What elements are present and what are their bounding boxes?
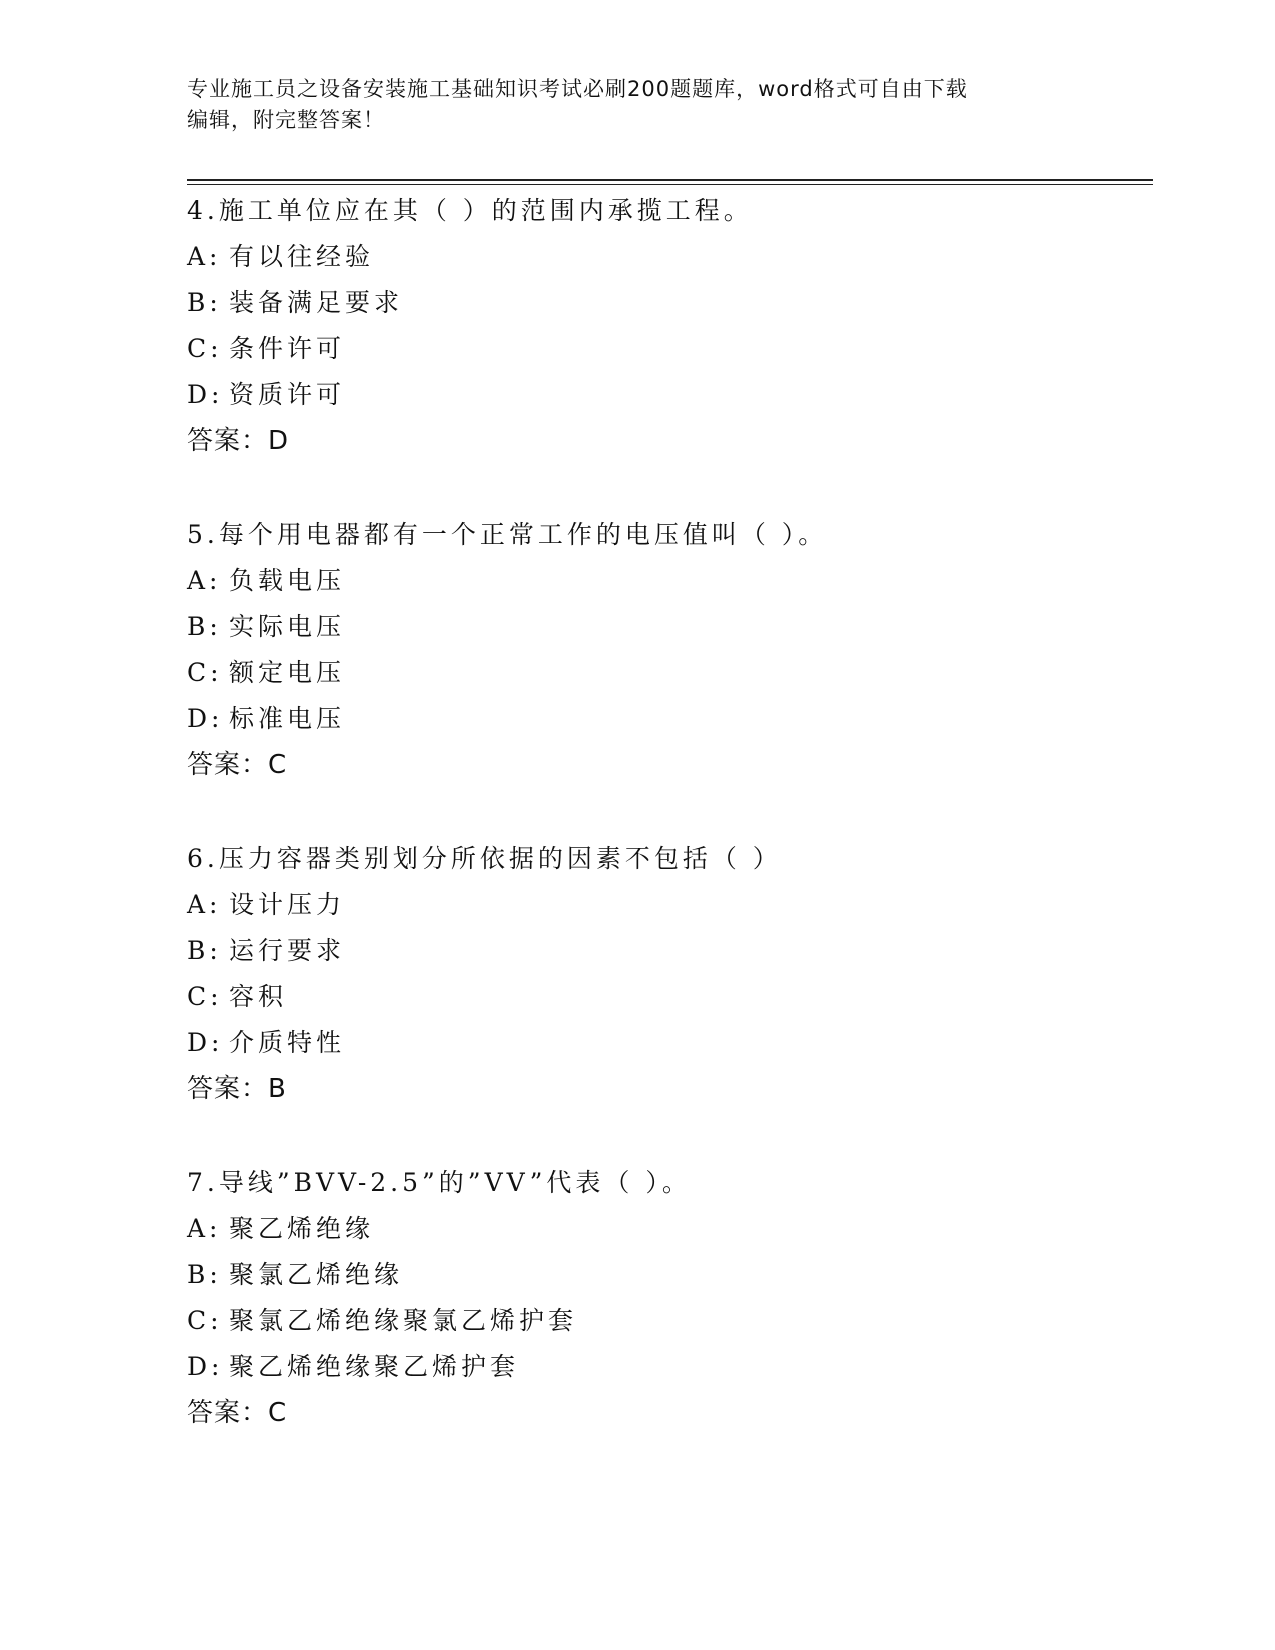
answer-line: 答案：B: [187, 1074, 287, 1104]
option-key: A:: [187, 890, 222, 919]
option-key: B:: [187, 1260, 222, 1289]
answer-line: 答案：C: [187, 750, 288, 780]
option-key: C:: [187, 982, 223, 1011]
option-key: C:: [187, 658, 223, 687]
header-divider-thick: [187, 179, 1153, 181]
option-d: [187, 1020, 1153, 1066]
header-divider-thin: [187, 184, 1153, 185]
option-b: [187, 928, 1153, 974]
option-key: B:: [187, 612, 222, 641]
question-block: [187, 512, 1153, 788]
option-text: 负载电压: [229, 566, 346, 595]
option-text: 运行要求: [229, 936, 346, 965]
answer-line: 答案：D: [187, 426, 290, 456]
option-key: A:: [187, 242, 222, 271]
option-key: B:: [187, 288, 222, 317]
option-key: B:: [187, 936, 222, 965]
option-c: [187, 650, 1153, 696]
document-header: [187, 74, 1077, 136]
question-stem: 6.压力容器类别划分所依据的因素不包括（ ）: [187, 844, 782, 873]
option-text: 装备满足要求: [229, 288, 404, 317]
option-text: 设计压力: [229, 890, 346, 919]
answer-line: 答案：C: [187, 1398, 288, 1428]
option-text: 标准电压: [229, 704, 346, 733]
question-block: [187, 188, 1153, 464]
option-c: [187, 326, 1153, 372]
option-c: [187, 974, 1153, 1020]
option-text: 聚乙烯绝缘: [229, 1214, 375, 1243]
option-text: 资质许可: [229, 380, 346, 409]
header-title-line-1: 专业施工员之设备安装施工基础知识考试必刷200题题库，word格式可自由下载: [187, 77, 968, 101]
option-b: [187, 1252, 1153, 1298]
option-key: D:: [187, 380, 224, 409]
option-a: [187, 1206, 1153, 1252]
option-key: C:: [187, 334, 223, 363]
header-title-line-2: 编辑，附完整答案！: [187, 108, 385, 132]
option-text: 聚乙烯绝缘聚乙烯护套: [229, 1352, 520, 1381]
question-list: [187, 188, 1153, 1484]
option-key: D:: [187, 704, 224, 733]
question-stem: 5.每个用电器都有一个正常工作的电压值叫（ ）。: [187, 520, 828, 549]
option-d: [187, 696, 1153, 742]
option-text: 聚氯乙烯绝缘聚氯乙烯护套: [229, 1306, 578, 1335]
option-text: 聚氯乙烯绝缘: [229, 1260, 404, 1289]
option-text: 额定电压: [229, 658, 346, 687]
question-stem: 7.导线”BVV-2.5”的”VV”代表（ ）。: [187, 1168, 691, 1197]
option-text: 容积: [229, 982, 288, 1011]
option-text: 介质特性: [229, 1028, 346, 1057]
question-stem: 4.施工单位应在其（ ）的范围内承揽工程。: [187, 196, 753, 225]
question-block: [187, 836, 1153, 1112]
question-block: [187, 1160, 1153, 1436]
option-a: [187, 882, 1153, 928]
option-text: 有以往经验: [229, 242, 375, 271]
option-a: [187, 558, 1153, 604]
option-key: A:: [187, 566, 222, 595]
option-d: [187, 1344, 1153, 1390]
option-b: [187, 604, 1153, 650]
option-b: [187, 280, 1153, 326]
option-key: D:: [187, 1352, 224, 1381]
option-c: [187, 1298, 1153, 1344]
option-key: A:: [187, 1214, 222, 1243]
option-key: C:: [187, 1306, 223, 1335]
option-key: D:: [187, 1028, 224, 1057]
option-a: [187, 234, 1153, 280]
option-text: 条件许可: [229, 334, 346, 363]
option-d: [187, 372, 1153, 418]
option-text: 实际电压: [229, 612, 346, 641]
